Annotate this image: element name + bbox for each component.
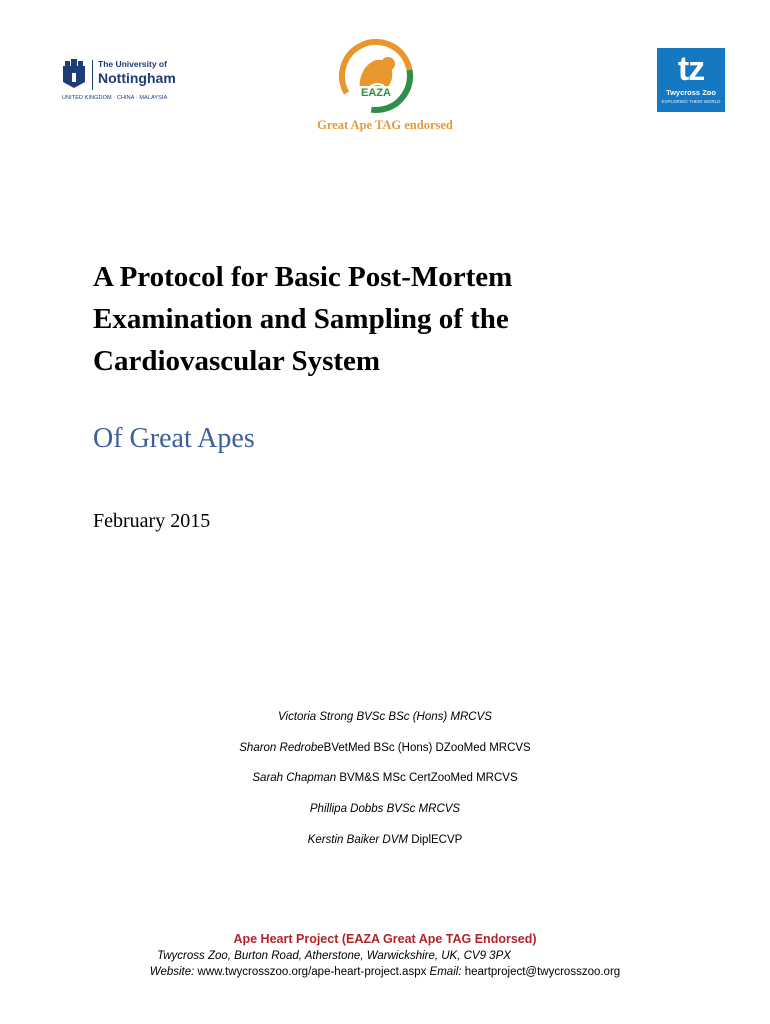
author-line	[0, 801, 770, 817]
footer-project-title: Ape Heart Project (EAZA Great Ape TAG Endorsed)	[233, 932, 537, 946]
author-name: Sharon Redrobe	[239, 742, 324, 754]
tz-tagline: EXPLORING THEIR WORLD	[661, 99, 721, 104]
university-of-nottingham-logo	[62, 58, 182, 104]
tag-endorsement-line: Great Ape TAG endorsed	[317, 118, 453, 132]
author-quals: BVM&S MSc CertZooMed MRCVS	[336, 772, 518, 784]
author-name: Victoria Strong BVSc BSc (Hons) MRCVS	[278, 711, 492, 723]
footer-address: Twycross Zoo, Burton Road, Atherstone, Warwickshire, UK, CV9 3PX	[157, 950, 511, 962]
author-line	[0, 740, 770, 756]
email-link[interactable]: heartproject@twycrosszoo.org	[461, 966, 621, 978]
logo-locations: UNITED KINGDOM · CHINA · MALAYSIA	[62, 95, 168, 101]
author-line	[0, 709, 770, 725]
logo-nottingham-wordmark: Nottingham	[98, 70, 176, 86]
email-label: Email:	[429, 966, 462, 978]
eaza-emblem-icon	[330, 38, 422, 114]
footer-contact	[0, 966, 770, 978]
author-name: Phillipa Dobbs BVSc MRCVS	[309, 803, 461, 815]
tz-letters: tz	[677, 50, 705, 88]
logo-university-line: The University of	[98, 59, 167, 69]
nottingham-crest-icon	[62, 58, 86, 88]
author-line	[0, 770, 770, 786]
eaza-logo	[330, 38, 422, 114]
author-line	[0, 832, 770, 848]
twycross-zoo-logo	[657, 48, 725, 112]
eaza-acronym: EAZA	[361, 87, 391, 99]
document-title: A Protocol for Basic Post-Mortem Examination and Sampling of the Cardiovascular System	[93, 261, 513, 377]
website-label: Website:	[149, 966, 195, 978]
website-link[interactable]: www.twycrosszoo.org/ape-heart-project.aspx	[194, 966, 430, 978]
author-name: Sarah Chapman	[252, 772, 337, 784]
document-subtitle: Of Great Apes	[93, 423, 255, 454]
logo-divider	[92, 60, 93, 90]
tz-name: Twycross Zoo	[666, 88, 716, 97]
author-quals: DiplECVP	[408, 834, 463, 846]
document-date: February 2015	[93, 510, 211, 532]
author-name: Kerstin Baiker DVM	[307, 834, 408, 846]
author-quals: BVetMed BSc (Hons) DZooMed MRCVS	[323, 742, 531, 754]
